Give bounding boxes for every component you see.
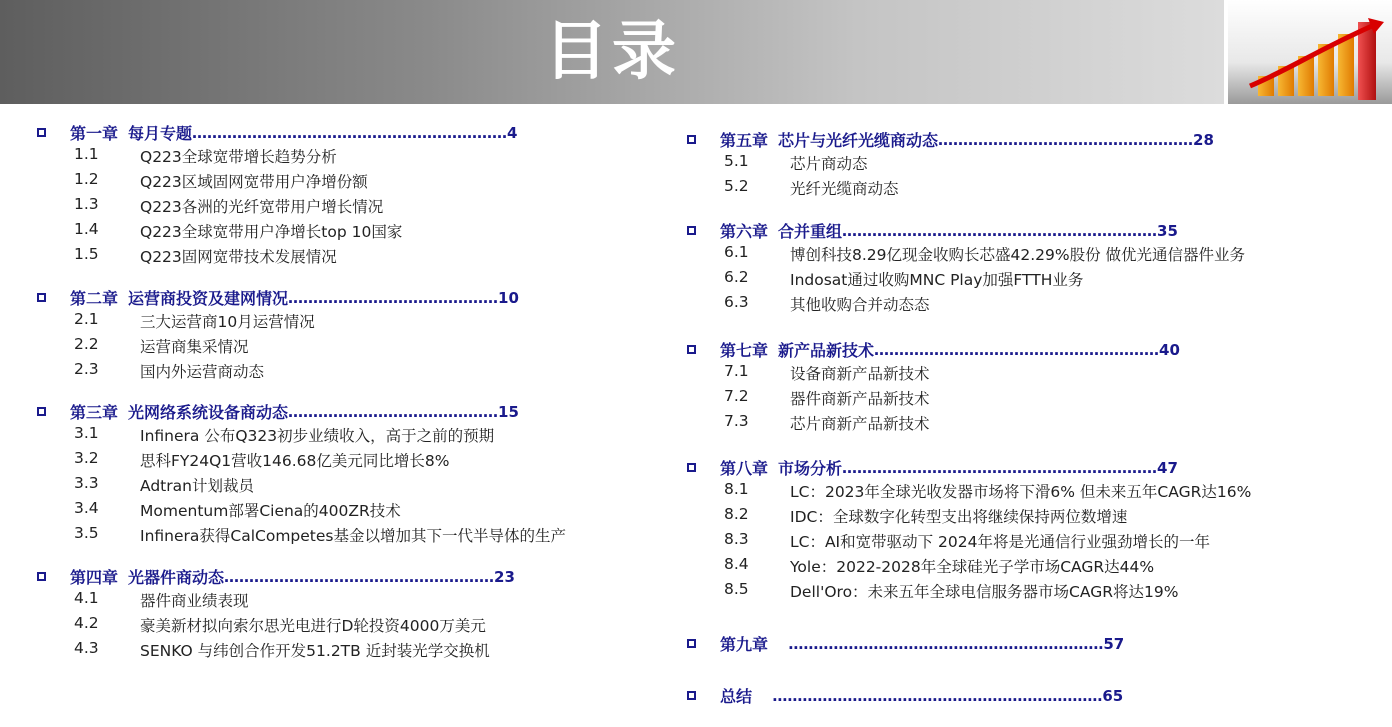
section-number: 8.2 (724, 505, 749, 523)
section-number: 6.2 (724, 268, 749, 286)
section-title: Q223全球宽带用户净增长top 10国家 (140, 223, 403, 241)
section-title: Q223各洲的光纤宽带用户增长情况 (140, 198, 384, 216)
toc-section-entry[interactable] (724, 580, 1178, 602)
toc-section-entry[interactable] (74, 360, 264, 382)
section-number: 8.5 (724, 580, 749, 598)
toc-chapter-entry[interactable] (687, 219, 1178, 242)
section-title: 光纤光缆商动态 (790, 180, 899, 198)
toc-section-entry[interactable] (74, 474, 254, 496)
toc-chapter-entry[interactable] (687, 128, 1214, 151)
toc-section-entry[interactable] (724, 268, 1083, 290)
toc-section-entry[interactable] (74, 145, 337, 167)
chapter-number: 第六章 (720, 222, 769, 241)
section-title: 运营商集采情况 (140, 338, 249, 356)
section-title: Q223区域固网宽带用户净增份额 (140, 173, 368, 191)
toc-section-entry[interactable] (724, 555, 1154, 577)
chapter-title: 光器件商动态 (128, 568, 225, 587)
section-title: Dell'Oro：未来五年全球电信服务器市场CAGR将达19% (790, 583, 1179, 601)
section-number: 7.1 (724, 362, 749, 380)
chapter-title: 合并重组 (778, 222, 843, 241)
toc-chapter-entry[interactable] (37, 565, 515, 588)
section-title: Infinera 公布Q323初步业绩收入，高于之前的预期 (140, 427, 495, 445)
section-number: 7.3 (724, 412, 749, 430)
dot-leader: ………………………………………………… (874, 340, 1160, 359)
dot-leader: ………………………………………………………… (772, 686, 1103, 705)
toc-section-entry[interactable] (74, 589, 249, 611)
dot-leader: …………………………………… (288, 402, 499, 421)
toc-section-entry[interactable] (724, 243, 1245, 265)
square-bullet-icon (37, 572, 46, 581)
square-bullet-icon (687, 691, 696, 700)
toc-section-entry[interactable] (724, 177, 899, 199)
chapter-number: 第二章 (70, 289, 119, 308)
toc-section-entry[interactable] (74, 449, 450, 471)
section-title: Yole：2022-2028年全球硅光子学市场CAGR达44% (790, 558, 1155, 576)
section-number: 1.3 (74, 195, 99, 213)
toc-section-entry[interactable] (74, 524, 566, 546)
toc-section-entry[interactable] (724, 480, 1251, 502)
section-title: 思科FY24Q1营收146.68亿美元同比增长8% (140, 452, 450, 470)
chapter-title: 芯片与光纤光缆商动态 (778, 131, 939, 150)
section-number: 3.2 (74, 449, 99, 467)
section-number: 3.1 (74, 424, 99, 442)
toc-section-entry[interactable] (74, 499, 401, 521)
section-title: LC：2023年全球光收发器市场将下滑6% 但未来五年CAGR达16% (790, 483, 1252, 501)
chapter-number: 第九章 (720, 635, 769, 654)
page-number: 4 (507, 123, 518, 142)
square-bullet-icon (687, 135, 696, 144)
section-number: 5.2 (724, 177, 749, 195)
chapter-number: 第七章 (720, 341, 769, 360)
page-number: 65 (1102, 686, 1124, 705)
section-number: 8.1 (724, 480, 749, 498)
toc-section-entry[interactable] (724, 293, 930, 315)
section-title: 设备商新产品新技术 (790, 365, 930, 383)
section-number: 1.1 (74, 145, 99, 163)
chapter-number: 第五章 (720, 131, 769, 150)
section-title: 博创科技8.29亿现金收购长芯盛42.29%股份 做优光通信器件业务 (790, 246, 1246, 264)
section-title: Indosat通过收购MNC Play加强FTTH业务 (790, 271, 1084, 289)
section-number: 4.1 (74, 589, 99, 607)
chapter-title: 每月专题 (128, 124, 193, 143)
section-title: 三大运营商10月运营情况 (140, 313, 315, 331)
header-banner (0, 0, 1224, 104)
chapter-number: 总结 (720, 687, 753, 706)
chapter-title: 光网络系统设备商动态 (128, 403, 289, 422)
square-bullet-icon (687, 226, 696, 235)
toc-section-entry[interactable] (74, 310, 315, 332)
section-number: 5.1 (724, 152, 749, 170)
toc-section-entry[interactable] (74, 335, 249, 357)
section-number: 2.2 (74, 335, 99, 353)
dot-leader: ……………………………………………………… (842, 458, 1158, 477)
toc-chapter-entry[interactable] (687, 456, 1178, 479)
toc-section-entry[interactable] (74, 614, 486, 636)
page-number: 35 (1157, 221, 1178, 240)
section-title: 国内外运营商动态 (140, 363, 265, 381)
section-number: 6.3 (724, 293, 749, 311)
chapter-title: 新产品新技术 (778, 341, 875, 360)
section-number: 8.4 (724, 555, 749, 573)
square-bullet-icon (37, 407, 46, 416)
toc-section-entry[interactable] (724, 152, 868, 174)
toc-chapter-entry[interactable] (687, 338, 1180, 361)
page-number: 23 (494, 567, 515, 586)
section-number: 1.2 (74, 170, 99, 188)
square-bullet-icon (687, 463, 696, 472)
toc-section-entry[interactable] (724, 505, 1127, 527)
section-number: 2.1 (74, 310, 99, 328)
bar-chart-logo (1228, 0, 1392, 104)
section-number: 2.3 (74, 360, 99, 378)
section-title: 器件商业绩表现 (140, 592, 249, 610)
chapter-title: 运营商投资及建网情况 (128, 289, 289, 308)
chapter-number: 第八章 (720, 459, 769, 478)
page-title: 目录 (544, 15, 680, 89)
section-title: Adtran计划裁员 (140, 477, 254, 495)
dot-leader: ……………………………………………………… (842, 221, 1158, 240)
section-title: Q223全球宽带增长趋势分析 (140, 148, 337, 166)
section-number: 3.5 (74, 524, 99, 542)
toc-section-entry[interactable] (74, 195, 383, 217)
toc-section-entry[interactable] (74, 245, 337, 267)
page-number: 47 (1157, 458, 1178, 477)
section-number: 3.3 (74, 474, 99, 492)
toc-chapter-entry[interactable] (37, 286, 519, 309)
section-number: 8.3 (724, 530, 749, 548)
dot-leader: ……………………………………………… (224, 567, 495, 586)
dot-leader: ……………………………………………………… (192, 123, 508, 142)
toc-chapter-entry[interactable] (37, 400, 519, 423)
chapter-number: 第一章 (70, 124, 119, 143)
section-number: 6.1 (724, 243, 749, 261)
toc-section-entry[interactable] (724, 530, 1210, 552)
toc-section-entry[interactable] (74, 170, 368, 192)
toc-chapter-entry[interactable] (37, 121, 517, 144)
section-title: Infinera获得CalCompetes基金以增加其下一代半导体的生产 (140, 527, 566, 545)
section-title: 豪美新材拟向索尔思光电进行D轮投资4000万美元 (140, 617, 486, 635)
toc-section-entry[interactable] (724, 387, 930, 409)
dot-leader: ……………………………………………………… (788, 634, 1104, 653)
page-number: 28 (1193, 130, 1214, 149)
square-bullet-icon (687, 345, 696, 354)
page-number: 15 (498, 402, 519, 421)
toc-section-entry[interactable] (724, 412, 930, 434)
toc-section-entry[interactable] (74, 220, 402, 242)
chapter-title: 市场分析 (778, 459, 843, 478)
section-number: 1.4 (74, 220, 99, 238)
toc-chapter-entry[interactable] (687, 684, 1123, 707)
chapter-number: 第三章 (70, 403, 119, 422)
section-number: 4.3 (74, 639, 99, 657)
square-bullet-icon (37, 128, 46, 137)
dot-leader: …………………………………………… (938, 130, 1194, 149)
section-number: 7.2 (724, 387, 749, 405)
section-title: 器件商新产品新技术 (790, 390, 930, 408)
toc-chapter-entry[interactable] (687, 632, 1124, 655)
section-number: 4.2 (74, 614, 99, 632)
section-title: Q223固网宽带技术发展情况 (140, 248, 337, 266)
section-number: 1.5 (74, 245, 99, 263)
section-title: Momentum部署Ciena的400ZR技术 (140, 502, 401, 520)
dot-leader: …………………………………… (288, 288, 499, 307)
toc-section-entry[interactable] (74, 424, 494, 446)
section-title: 芯片商动态 (790, 155, 868, 173)
chapter-number: 第四章 (70, 568, 119, 587)
section-title: SENKO 与纬创合作开发51.2TB 近封装光学交换机 (140, 642, 490, 660)
section-title: LC：AI和宽带驱动下 2024年将是光通信行业强劲增长的一年 (790, 533, 1211, 551)
section-title: 芯片商新产品新技术 (790, 415, 930, 433)
section-title: 其他收购合并动态态 (790, 296, 930, 314)
page-number: 40 (1159, 340, 1180, 359)
page-number: 57 (1103, 634, 1125, 653)
page-number: 10 (498, 288, 519, 307)
section-title: IDC：全球数字化转型支出将继续保持两位数增速 (790, 508, 1128, 526)
toc-section-entry[interactable] (74, 639, 490, 661)
section-number: 3.4 (74, 499, 99, 517)
square-bullet-icon (687, 639, 696, 648)
square-bullet-icon (37, 293, 46, 302)
toc-section-entry[interactable] (724, 362, 930, 384)
